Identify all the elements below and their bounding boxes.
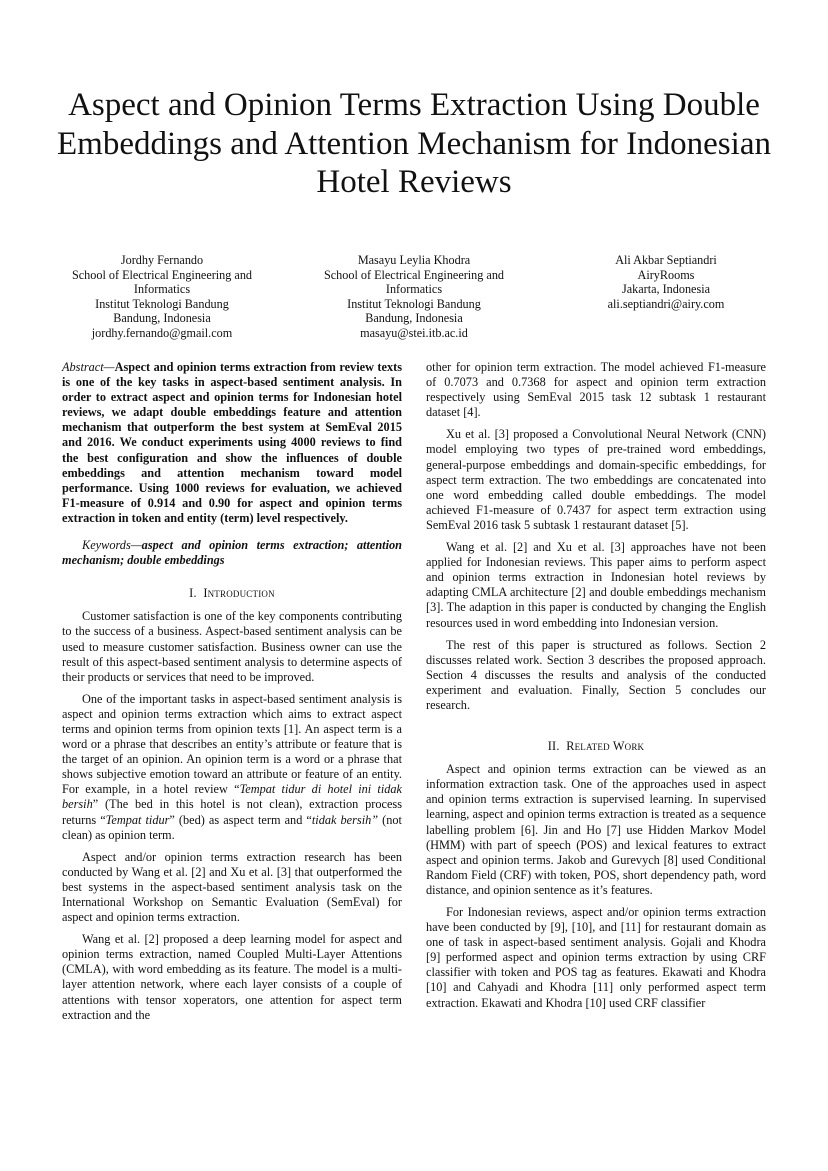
keywords xyxy=(62,538,402,568)
author-block xyxy=(0,253,828,343)
paragraph: Xu et al. [3] proposed a Convolutional Neural Network (CNN) model employing two types of pre-trained word embeddings, general-purpose embeddings and domain-specific embeddings, for aspect term extraction. The two embeddings are concatenated into one word embedding called double embeddings. The model achieved F1-measure of 0.7437 for aspect term extraction using SemEval 2016 task 5 subtask 1 restaurant dataset [5]. xyxy=(426,427,766,532)
abstract-label: Abstract— xyxy=(62,360,115,374)
author-2 xyxy=(314,253,514,340)
section-heading-related-work: II. Related Work xyxy=(547,739,645,754)
paragraph: Aspect and/or opinion terms extraction research has been conducted by Wang et al. [2] and Xu et al. [3] that outperformed the best systems in the aspect-based sentiment analysis task on the International Workshop on Semantic Evaluation (SemEval) for aspect and opinion terms extraction. xyxy=(62,849,402,925)
abstract xyxy=(62,360,402,526)
author-1-location: Bandung, Indonesia xyxy=(113,311,211,325)
right-column xyxy=(426,360,766,1018)
author-3-name: Ali Akbar Septiandri xyxy=(615,253,717,267)
author-2-institution: Institut Teknologi Bandung xyxy=(347,296,481,311)
author-3-email: ali.septiandri@airy.com xyxy=(607,296,725,311)
author-2-affiliation-cont: Informatics xyxy=(385,282,443,296)
author-1-affiliation: School of Electrical Engineering and xyxy=(71,267,253,282)
author-1 xyxy=(62,253,262,340)
author-3 xyxy=(566,253,766,311)
paragraph: Customer satisfaction is one of the key components contributing to the success of a business. Aspect-based sentiment analysis can be used to measure customer satisfaction. Business owner can use the result of this aspect-based sentiment analysis to determine aspects of their products or services that need to be improved. xyxy=(62,609,402,684)
keywords-label: Keywords— xyxy=(82,538,142,553)
paragraph: other for opinion term extraction. The model achieved F1-measure of 0.7073 and 0.7368 for aspect and opinion term extraction respectively using SemEval 2015 task 12 subtask 1 restaurant dataset [4]. xyxy=(426,360,766,420)
author-3-affiliation: AiryRooms xyxy=(637,267,695,282)
author-1-institution: Institut Teknologi Bandung xyxy=(95,296,229,311)
paragraph: For Indonesian reviews, aspect and/or opinion terms extraction have been conducted by [9], [10], and [11] for restaurant domain as one of task in aspect-based sentiment analysis. Gojali and Khodra [9] performed aspect and opinion terms extraction by using CRF classifier with token and POS tag as features. Ekawati and Khodra [10] and Cahyadi and Khodra [11] only performed aspect term extraction. Ekawati and Khodra [10] used CRF classifier xyxy=(426,905,766,1010)
author-2-email: masayu@stei.itb.ac.id xyxy=(360,325,468,340)
paragraph: Wang et al. [2] and Xu et al. [3] approaches have not been applied for Indonesian reviews. This paper aims to perform aspect and opinion terms extraction in Indonesian hotel reviews by adapting CMLA architecture [2] and double embeddings mechanism [3]. The adaption in this paper is conducted by changing the English resources used in word embedding into Indonesian version. xyxy=(426,540,766,630)
section-heading-introduction: I. Introduction xyxy=(189,586,275,601)
author-2-name: Masayu Leylia Khodra xyxy=(357,253,471,267)
author-1-affiliation-cont: Informatics xyxy=(133,282,191,296)
left-column xyxy=(62,360,402,1030)
author-2-location: Bandung, Indonesia xyxy=(365,311,463,325)
author-1-email: jordhy.fernando@gmail.com xyxy=(91,325,233,340)
author-2-affiliation: School of Electrical Engineering and xyxy=(323,267,505,282)
paragraph: Aspect and opinion terms extraction can be viewed as an information extraction task. One of the approaches used in aspect and opinion terms extraction is supervised learning. In supervised learning, aspect and opinion terms extraction is treated as a sequence labelling problem [6]. Jin and Ho [7] use Hidden Markov Model (HMM) with part of speech (POS) and lexical features to extract aspect and opinion terms. Jakob and Gurevych [8] used Conditional Random Field (CRF) with token, POS, short dependency path, word distance, and opinion sentence as it’s features. xyxy=(426,762,766,897)
keywords-text: aspect and opinion terms extraction; attention mechanism; double embeddings xyxy=(62,538,402,568)
paragraph: One of the important tasks in aspect-based sentiment analysis is aspect and opinion terms extraction which aims to extract aspect terms and opinion terms from opinion texts [1]. An aspect term is a word or a phrase that describes an entity’s attribute or feature that is the target of an opinion. An opinion term is a word or a phrase that shows subjective emotion toward an attribute or feature of an entity. For example, in a hotel review “Tempat tidur di hotel ini tidak bersih” (The bed in this hotel is not clean), extraction process returns “Tempat tidur” (bed) as aspect term and “tidak bersih” (not clean) as opinion term. xyxy=(62,691,403,842)
abstract-text: Aspect and opinion terms extraction from review texts is one of the key tasks in aspect-based sentiment analysis. In order to extract aspect and opinion terms for Indonesian hotel reviews, we adapt double embeddings feature and attention mechanism that outperform the best system at SemEval 2015 and 2016. We conduct experiments using 4000 reviews to find the best configuration and show the influences of double embeddings and attention mechanism toward model performance. Using 1000 reviews for evaluation, we achieved F1-measure of 0.914 and 0.90 for aspect and opinion terms extraction in token and entity (term) level respectively. xyxy=(62,360,402,525)
paper-title: Aspect and Opinion Terms Extraction Using Double Embeddings and Attention Mechanism for Indonesian Hotel Reviews xyxy=(57,87,771,200)
paragraph: The rest of this paper is structured as follows. Section 2 discusses related work. Section 3 describes the proposed approach. Section 4 discusses the results and analysis of the conducted experiment and evaluation. Finally, Section 5 concludes our research. xyxy=(426,637,766,712)
author-1-name: Jordhy Fernando xyxy=(120,253,204,267)
paragraph: Wang et al. [2] proposed a deep learning model for aspect and opinion terms extraction, named Coupled Multi-Layer Attentions (CMLA), with word embedding as its feature. The model is a multi-layer attention network, where each layer consists of a couple of attentions with tensor xoperators, one attention for aspect term extraction and the xyxy=(62,932,402,1022)
author-3-location: Jakarta, Indonesia xyxy=(622,282,710,296)
